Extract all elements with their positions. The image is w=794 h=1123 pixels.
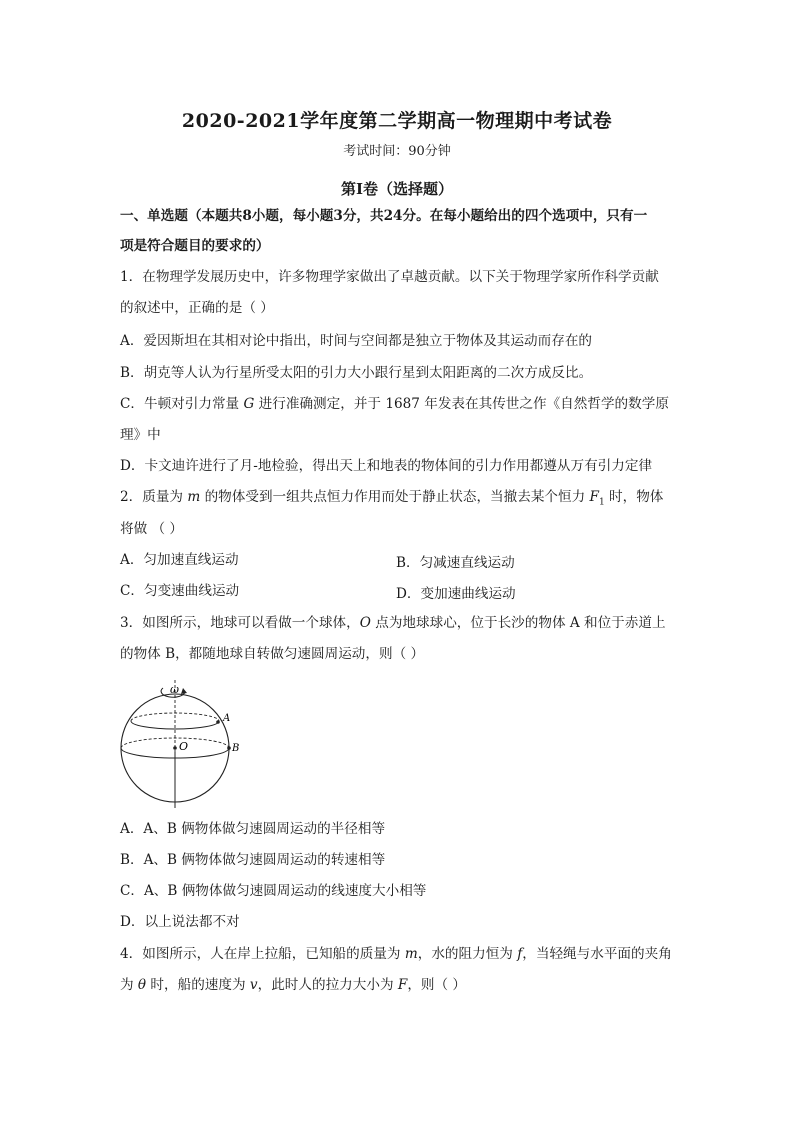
q1-option-b: B．胡克等人认为行星所受太阳的引力大小跟行星到太阳距离的二次方成反比。 (120, 365, 593, 381)
part1-heading-line1: 一、单选题（本题共8小题，每小题3分，共24分。在每小题给出的四个选项中，只有一 (120, 208, 648, 224)
rotation-arrow-head (181, 688, 187, 694)
var-F: F (589, 489, 599, 505)
part1-heading-line2: 项是符合题目的要求的） (120, 238, 270, 254)
point-A (216, 720, 220, 724)
q3-stem-text2: 点为地球球心，位于长沙的物体 A 和位于赤道上 (370, 615, 666, 631)
q1-option-c-text: C．牛顿对引力常量 (120, 396, 244, 412)
omega-label: ω (170, 683, 179, 696)
q3-option-c: C．A、B 俩物体做匀速圆周运动的线速度大小相等 (120, 883, 427, 899)
q2-option-b: B．匀减速直线运动 (396, 555, 515, 571)
var-O: O (359, 615, 371, 631)
q4-text4: 为 (120, 977, 138, 993)
q2-stem-line1 (120, 488, 680, 512)
q3-stem-line2: 的物体 B，都随地球自转做匀速圆周运动，则（ ） (120, 646, 425, 662)
var-m: m (187, 489, 201, 505)
section-title: 第I卷（选择题） (340, 180, 454, 198)
var-F: F (397, 977, 408, 993)
q3-stem-text: 3．如图所示，地球可以看做一个球体， (120, 615, 360, 631)
q2-option-a: A．匀加速直线运动 (120, 552, 239, 568)
q2-stem-text3: 时，物体 (604, 489, 664, 505)
label-A: A (223, 713, 231, 724)
q4-text2: ，水的阻力恒为 (417, 946, 518, 962)
earth-sphere-figure (117, 676, 252, 813)
q1-stem-line2: 的叙述中，正确的是（ ） (120, 300, 274, 316)
q4-text6: ，此时人的拉力大小为 (257, 977, 398, 993)
q3-option-b: B．A、B 俩物体做匀速圆周运动的转速相等 (120, 852, 386, 868)
q1-option-c-line2: 理》中 (120, 427, 161, 443)
center-point-O (173, 746, 177, 750)
label-B: B (232, 743, 240, 754)
q2-stem-text2: 的物体受到一组共点恒力作用而处于静止状态，当撤去某个恒力 (200, 489, 590, 505)
var-F-subscript: 1 (598, 497, 605, 508)
q1-option-a: A．爱因斯坦在其相对论中指出，时间与空间都是独立于物体及其运动而存在的 (120, 333, 593, 349)
q1-option-d: D．卡文迪许进行了月-地检验，得出天上和地表的物体间的引力作用都遵从万有引力定律 (120, 458, 653, 474)
q2-option-c: C．匀变速曲线运动 (120, 583, 240, 599)
var-G: G (243, 396, 255, 412)
exam-title: 2020-2021学年度第二学期高一物理期中考试卷 (181, 110, 613, 132)
q1-option-c-line1 (120, 395, 680, 413)
q4-text1: 4．如图所示，人在岸上拉船，已知船的质量为 (120, 946, 405, 962)
q4-stem-line2 (120, 976, 680, 994)
q4-text5: 时，船的速度为 (146, 977, 250, 993)
q2-option-d: D．变加速曲线运动 (396, 586, 516, 602)
var-theta: θ (137, 977, 147, 993)
q3-option-d: D．以上说法都不对 (120, 914, 240, 930)
var-f: f (517, 946, 523, 962)
q3-option-a: A．A、B 俩物体做匀速圆周运动的半径相等 (120, 821, 386, 837)
q4-text7: ，则（ ） (407, 977, 467, 993)
var-v: v (249, 977, 258, 993)
q1-stem-line1: 1．在物理学发展历史中，许多物理学家做出了卓越贡献。以下关于物理学家所作科学贡献 (120, 269, 659, 285)
q1-option-c-text2: 进行准确测定，并于 1687 年发表在其传世之作《自然哲学的数学原 (254, 396, 669, 412)
var-m: m (404, 946, 418, 962)
q4-text3: ，当轻绳与水平面的夹角 (522, 946, 672, 962)
q3-stem-line1 (120, 614, 680, 632)
q2-stem-line2: 将做 （ ） (120, 521, 184, 537)
point-B (227, 746, 231, 750)
label-O: O (179, 740, 189, 753)
q2-stem-text: 2．质量为 (120, 489, 188, 505)
q4-stem-line1 (120, 945, 680, 963)
exam-time: 考试时间：90分钟 (343, 144, 451, 159)
